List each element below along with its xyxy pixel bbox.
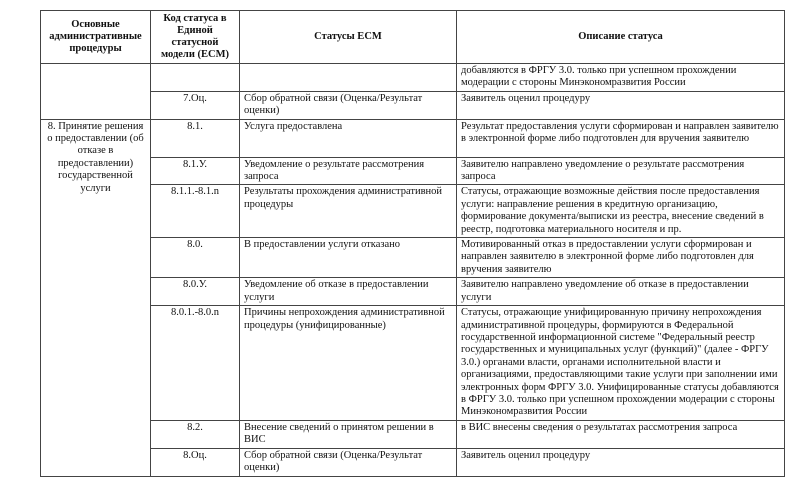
table-row — [41, 278, 785, 306]
procedure-cell: 8. Принятие решения о предоставлении (об отказе в предоставлении) государственной услуги — [41, 119, 151, 476]
status-name: Внесение сведений о принятом решении в ВИС — [240, 420, 457, 448]
status-description: добавляются в ФРГУ 3.0. только при успешном прохождении модерации с стороны Минэкономразвития России — [457, 64, 785, 92]
status-code: 8.0.1.-8.0.n — [151, 306, 240, 421]
table-row — [41, 420, 785, 448]
status-description: Результат предоставления услуги сформирован и направлен заявителю в электронной форме либо подготовлен для вручения заявителю — [457, 119, 785, 157]
header-description: Описание статуса — [457, 11, 785, 64]
table-row — [41, 306, 785, 421]
table-row — [41, 448, 785, 476]
status-description: Мотивированный отказ в предоставлении услуги сформирован и направлен заявителю в электронной форме либо подготовлен для вручения заявителю — [457, 238, 785, 278]
status-code: 8.1.1.-8.1.n — [151, 185, 240, 238]
status-name: Причины непрохождения административной процедуры (унифицированные) — [240, 306, 457, 421]
status-table — [40, 10, 785, 477]
status-description: в ВИС внесены сведения о результатах рассмотрения запроса — [457, 420, 785, 448]
table-header-row — [41, 11, 785, 64]
status-code: 8.0.У. — [151, 278, 240, 306]
status-code: 7.Оц. — [151, 91, 240, 119]
table-row — [41, 91, 785, 119]
status-description: Статусы, отражающие унифицированную причину непрохождения административной процедуры, формируются в Федеральной государственной информационной системе "Федеральный реестр государственных и муниципальных услуг (функций)" (далее - ФРГУ 3.0.) органами власти, органами исполнительной власти и организациями, предоставляющими такие услуги при заполнении ими электронных форм ФРГУ 3.0. Унифицированные статусы добавляются в ФРГУ 3.0. только при успешном прохождении модерации с стороны Минэкономразвития России — [457, 306, 785, 421]
status-code: 8.0. — [151, 238, 240, 278]
procedure-cell-prev — [41, 64, 151, 120]
status-name: Уведомление об отказе в предоставлении услуги — [240, 278, 457, 306]
status-code: 8.Оц. — [151, 448, 240, 476]
status-description: Заявителю направлено уведомление о результате рассмотрения запроса — [457, 157, 785, 185]
table-row — [41, 238, 785, 278]
status-description: Заявитель оценил процедуру — [457, 448, 785, 476]
status-name: Сбор обратной связи (Оценка/Результат оценки) — [240, 91, 457, 119]
status-name: Услуга предоставлена — [240, 119, 457, 157]
status-code: 8.2. — [151, 420, 240, 448]
status-description: Заявитель оценил процедуру — [457, 91, 785, 119]
header-procedure: Основные административные процедуры — [41, 11, 151, 64]
header-code: Код статуса в Единой статусной модели (ECM) — [151, 11, 240, 64]
status-code: 8.1.У. — [151, 157, 240, 185]
status-code: 8.1. — [151, 119, 240, 157]
table-row — [41, 185, 785, 238]
table-row — [41, 119, 785, 157]
status-name: Уведомление о результате рассмотрения запроса — [240, 157, 457, 185]
table-row — [41, 157, 785, 185]
status-name — [240, 64, 457, 92]
status-name: Сбор обратной связи (Оценка/Результат оценки) — [240, 448, 457, 476]
status-code — [151, 64, 240, 92]
status-name: Результаты прохождения административной процедуры — [240, 185, 457, 238]
status-description: Статусы, отражающие возможные действия после предоставления услуги: направление решения в кредитную организацию, формирование документа/выписки из реестра, внесение сведений в реестр, подготовка материального носителя и пр. — [457, 185, 785, 238]
status-description: Заявителю направлено уведомление об отказе в предоставлении услуги — [457, 278, 785, 306]
table-row — [41, 64, 785, 92]
status-name: В предоставлении услуги отказано — [240, 238, 457, 278]
header-status: Статусы ECM — [240, 11, 457, 64]
